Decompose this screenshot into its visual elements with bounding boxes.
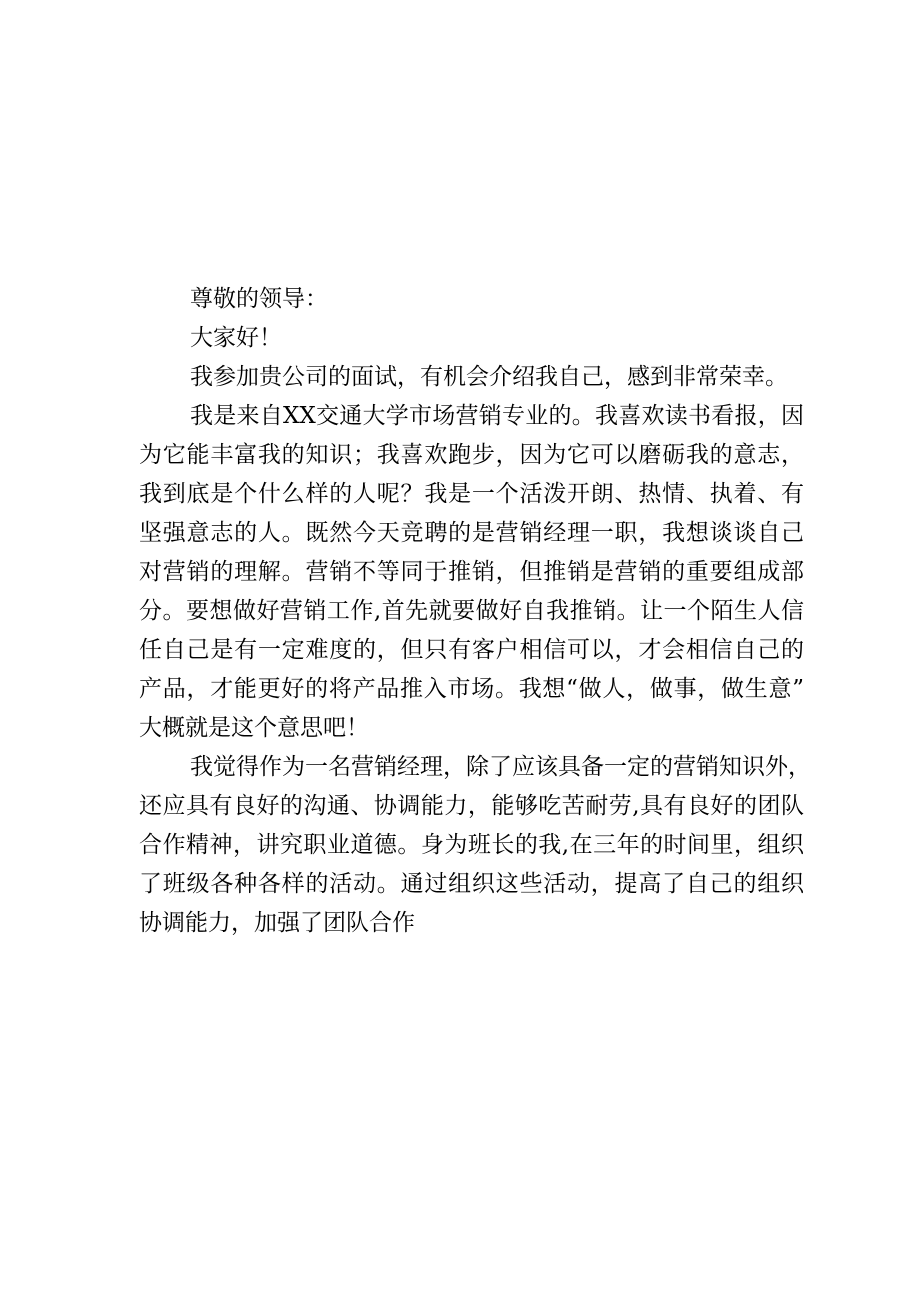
salutation: 尊敬的领导： bbox=[190, 286, 328, 312]
letter-body bbox=[139, 280, 811, 943]
paragraph-line: 对营销的理解。营销不等同于推销，但推销是营销的重要组成部 bbox=[139, 559, 804, 585]
paragraph-2 bbox=[139, 397, 804, 748]
paragraph-line: 协调能力，加强了团队合作 bbox=[139, 910, 415, 936]
paragraph-line: 任自己是有一定难度的，但只有客户相信可以，才会相信自己的 bbox=[139, 637, 804, 663]
paragraph-line: 坚强意志的人。既然今天竞聘的是营销经理一职，我想谈谈自己 bbox=[139, 520, 804, 546]
paragraph-line: 我参加贵公司的面试，有机会介绍我自己，感到非常荣幸。 bbox=[190, 364, 788, 390]
paragraph-line: 大概就是这个意思吧！ bbox=[139, 715, 369, 741]
paragraph-line: 我是来自XX交通大学市场营销专业的。我喜欢读书看报，因 bbox=[190, 403, 804, 429]
paragraph-line: 分。要想做好营销工作,首先就要做好自我推销。让一个陌生人信 bbox=[139, 598, 804, 624]
paragraph-line: 产品，才能更好的将产品推入市场。我想“做人，做事，做生意” bbox=[139, 676, 804, 702]
paragraph-line: 还应具有良好的沟通、协调能力，能够吃苦耐劳,具有良好的团队 bbox=[139, 793, 804, 819]
paragraph-line: 合作精神，讲究职业道德。身为班长的我,在三年的时间里，组织 bbox=[139, 832, 804, 858]
paragraph-line: 为它能丰富我的知识；我喜欢跑步，因为它可以磨砺我的意志， bbox=[139, 442, 804, 468]
paragraph-line: 我到底是个什么样的人呢？我是一个活泼开朗、热情、执着、有 bbox=[139, 481, 804, 507]
paragraph-line: 我觉得作为一名营销经理，除了应该具备一定的营销知识外， bbox=[190, 754, 811, 780]
paragraph-line: 了班级各种各样的活动。通过组织这些活动，提高了自己的组织 bbox=[139, 871, 804, 897]
greeting: 大家好！ bbox=[190, 325, 282, 351]
paragraph-1 bbox=[139, 358, 804, 397]
paragraph-3 bbox=[139, 748, 811, 943]
